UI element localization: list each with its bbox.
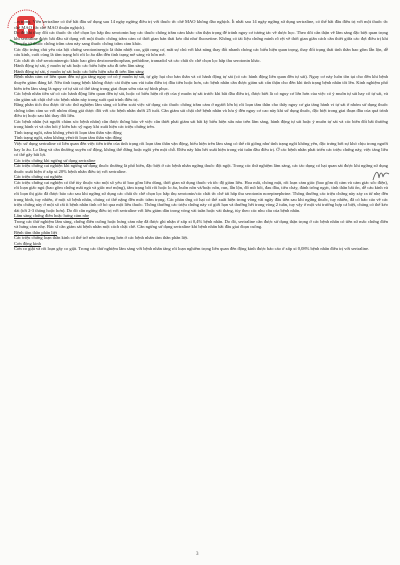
paragraph: Các chất ức chế serotoninergic khác bao gồm dextromethorphan, pethidine, tramadol và các chất ức chế chọn lọc hấp thu serotonin khác. [14, 57, 261, 63]
paragraph: Các đặc trưng chủ yếu của hội chứng serotoninergic là thân nhiệt cao, giật rung cơ, mất sự chú với khả năng thay đổi nhanh chóng các biểu hiện quan trọng, thay đổi trạng thái tinh thần bao gồm lẫn lộn, dễ cáu kỉnh, cuối cùng là tâm trạng bối rối lo âu dẫn đến tình trạng mê sảng và hôn mê. [14, 46, 388, 58]
paragraph: Các triệu chứng cai nghiện có thể tùy thuộc vào một số yếu tố bao gồm liều dùng, thời gian sử dụng thuốc và tốc độ giảm liều. Hoa mắt, chóng mặt, rối loạn cảm giác (bao gồm dị cảm và cảm giác sốc điện), rối loạn giấc ngủ (bao gồm chứng mất ngủ và giấc mơ mộng), tâm trạng bối rối hoặc lo âu, buồn nôn và/hoặc nôn, run, lẫn lộn, đổ mồ hôi, đau đầu, tiêu chảy, đánh trống ngực, tính thần bất ổn, dễ cáu kính và rối loạn thị giác đã được báo cáo sau khi ngừng sử dụng các chất ức chế chọn lọc hấp thụ serotonin/các chất ức chế tái hấp thu serotonin norepinephrine. Thông thường các triệu chứng này xảy ra từ nhẹ đến trung bình, tuy nhiên, ở một số bệnh nhân, chúng có thể nặng đến mức trầm trọng. Các phản ứng có hại có thể xuất hiện trong vòng vài ngày đầu tiên sau khi ngừng thuốc, tuy nhiên, đã có báo cáo về các triệu chứng này ở một số rất ít bệnh nhân tình cờ bỏ qua một liều thuốc. Thông thường các triệu chứng này có giới hạn và thường hết trong vòng 2 tuần, tuy vậy ở một vài trường hợp cá biệt, chúng có thể kéo dài (tới 2-3 tháng hoặc hơn). Do đó cần ngừng điều trị với sertraline với liều giảm dần trong vòng vài tuần hoặc vài tháng, tùy theo các nhu cầu của bệnh nhân. [14, 179, 388, 213]
paragraph: Bệnh nhân cảm cơ liên quan đến sự gia tăng nguy cơ có ý muốn tự sát, tự gây hại cho bản thân và có hành động tự sát (có các hành động liên quan đến tự sát). Nguy cơ này luôn tồn tại cho đến khi bệnh thuyên giảm đáng kể. Nếu tình trạng bệnh không được cải thiện sau vài tuần điều trị đầu tiên hoặc hơn, các bệnh nhân cần được giám sát cẩn thận cho đến khi tình trạng bệnh nhân tốt lên. Kinh nghiệm phổ biến trên lâm sàng là nguy cơ tự sát có thể tăng trong giai đoạn sớm của sự bình phục. [14, 74, 388, 91]
paragraph: Các bệnh nhân tiền sử có các hành động liên quan đến tự sát, hoặc có biểu hiện rõ rệt của ý muốn tự sát trước khi bắt đầu điều trị, được biết là có nguy cơ lớn hơn của việc có ý muốn tự sát hay cố tự sát, và cần giám sát chặt chẽ các bệnh nhân này trong suốt quá trình điều trị. [14, 91, 388, 102]
paragraph: Bằng phân tích thu được từ các thử nghiệm lâm sàng có kiểm soát việc sử dụng các thuốc chống trầm cảm ở người lớn bị rối loạn tâm thần cho thấy nguy cơ gia tăng hành vi tự sát ở nhóm sử dụng thuốc chống trầm cảm so với nhóm dùng giả dược đối với các bệnh nhân dưới 25 tuổi. Cần giám sát chặt chẽ bệnh nhân và lưu ý đến nguy cơ cao này khi sử dụng thuốc, đặc biệt trong giai đoạn đầu của quá trình điều trị hoặc sau khi thay đổi liều. [14, 102, 388, 119]
paragraph: Trong các thử nghiệm lâm sàng, chứng điên cuồng hoặc hưng cảm nhẹ đã được ghi nhận ở xấp xỉ 0,4% bệnh nhân. Do đó, sertraline cần được sử dụng thận trọng ở các bệnh nhân có tiền sử mắc chứng điên và hưng cảm nhẹ. Bác sĩ cần giám sát bệnh nhân một cách chặt chẽ. Cần ngừng sử dụng sertraline khi bệnh nhân bắt đầu giai đoạn cuồng. [14, 218, 388, 230]
section-heading: Cơn động kinh [14, 240, 41, 246]
page-number: 3 [196, 552, 199, 557]
section-heading: Các triệu chứng khi ngừng sử dụng sertraline [14, 157, 96, 163]
section-heading: Tình trạng ngồi, nằm không yên/rối loạn tâm thần vận động [14, 135, 122, 141]
paragraph: Hành động tự sát, ý muốn tự sát hoặc các biểu hiện xấu đi trên lâm sàng [14, 63, 144, 69]
paragraph: Tình trạng ngồi, nằm không yên/rối loạn tâm thần vận động [14, 129, 122, 135]
paragraph: Việc sử dụng sertraline có liên quan đến việc tiến triển của tình trạng rối loạn tâm thần vận động, biểu hiện trên lâm sàng có thể rất giống như tình trạng ngồi không yên, đặc trưng bởi sự khó chịu trong người hay lo âu. Lo lắng và cần thường xuyên cử động, không thể đứng hoặc ngồi yên một chỗ. Điều này hầu hết xuất hiện trong vài tuần đầu điều trị. Ở các bệnh nhân phát triển các triệu chứng này, việc tăng liều có thể gây bất lợi. [14, 141, 388, 158]
paragraph: Các bệnh nhân (và người chăm sóc bệnh nhân) cần được thông báo về việc cần thiết phải giám sát bất kỳ biểu hiện xấu nào trên lâm sàng, hành động tự sát hoặc ý muốn tự sát và các biến đổi bất thường trong hành vi và cần hỏi ý kiến bác sỹ ngay khi xuất hiện các triệu chứng trên. [14, 118, 388, 130]
section-heading: Lâm sàng chứng điên hoặc hưng cảm nhẹ [14, 213, 89, 219]
paragraph: Do đó khi thay đổi các thuốc ức chế chọn lọc hấp thu serotonin hay các thuốc chống trầm cảm khác cần thận trọng để tránh nguy cơ tương tác về dược học. Theo dõi cẩn thận về lâm sàng đặc biệt quan trọng khi sertraline được bắt đầu sử dụng với một thuốc chống trầm cảm có thời gian bán thải kéo dài như fluoxetine. Không có tài liệu chứng minh rõ rệt về thời gian giãn cách cần thiết giữa các đợt điều trị khi chuyển từ thuốc chống trầm cảm này sang thuốc chống trầm cảm khác. [14, 30, 388, 47]
section-heading: Các triệu chứng cai nghiện [14, 174, 63, 180]
section-heading: Hành động tự sát, ý muốn tự sát hoặc các biểu hiện xấu đi trên lâm sàng [14, 68, 144, 74]
paragraph: Cơn co giật và rối loạn gây co giật. Trong các thử nghiệm lâm sàng với bệnh nhân tăng rối loạn nghiêm trọng liên quan đến động kinh được báo cáo ở xấp xỉ 0,08% bệnh nhân điều trị với sertraline. [14, 246, 370, 252]
paragraph: Các triệu chứng cai nghiện khi ngừng sử dụng thuốc thường là phổ biến, đặc biệt ở các bệnh nhân ngừng thuốc đột ngột. Trong các thử nghiệm lâm sàng, các tác dụng có hại quan sát được khi ngừng sử dụng thuốc xuất hiện ở xấp xỉ 20% bệnh nhân điều trị với sertraline. [14, 163, 388, 174]
section-heading: Bệnh tâm thần phân liệt [14, 229, 57, 235]
document-body [14, 19, 388, 252]
paragraph: ...n trọng. Viên sertraline có thể bắt đầu sử dụng sau 14 ngày ngừng điều trị với thuốc ức chế MAO không đảo nghịch. Ít nhất sau 14 ngày ngừng sử dụng sertraline, có thể bắt đầu điều trị với một thuốc ức chế MAO (ức chế MAO thuận nghịch). [14, 19, 388, 30]
paragraph: Các triệu chứng loạn thần kinh có thể trở nên trầm trọng hơn ở các bệnh nhân tâm thần phân liệt. [14, 235, 189, 241]
